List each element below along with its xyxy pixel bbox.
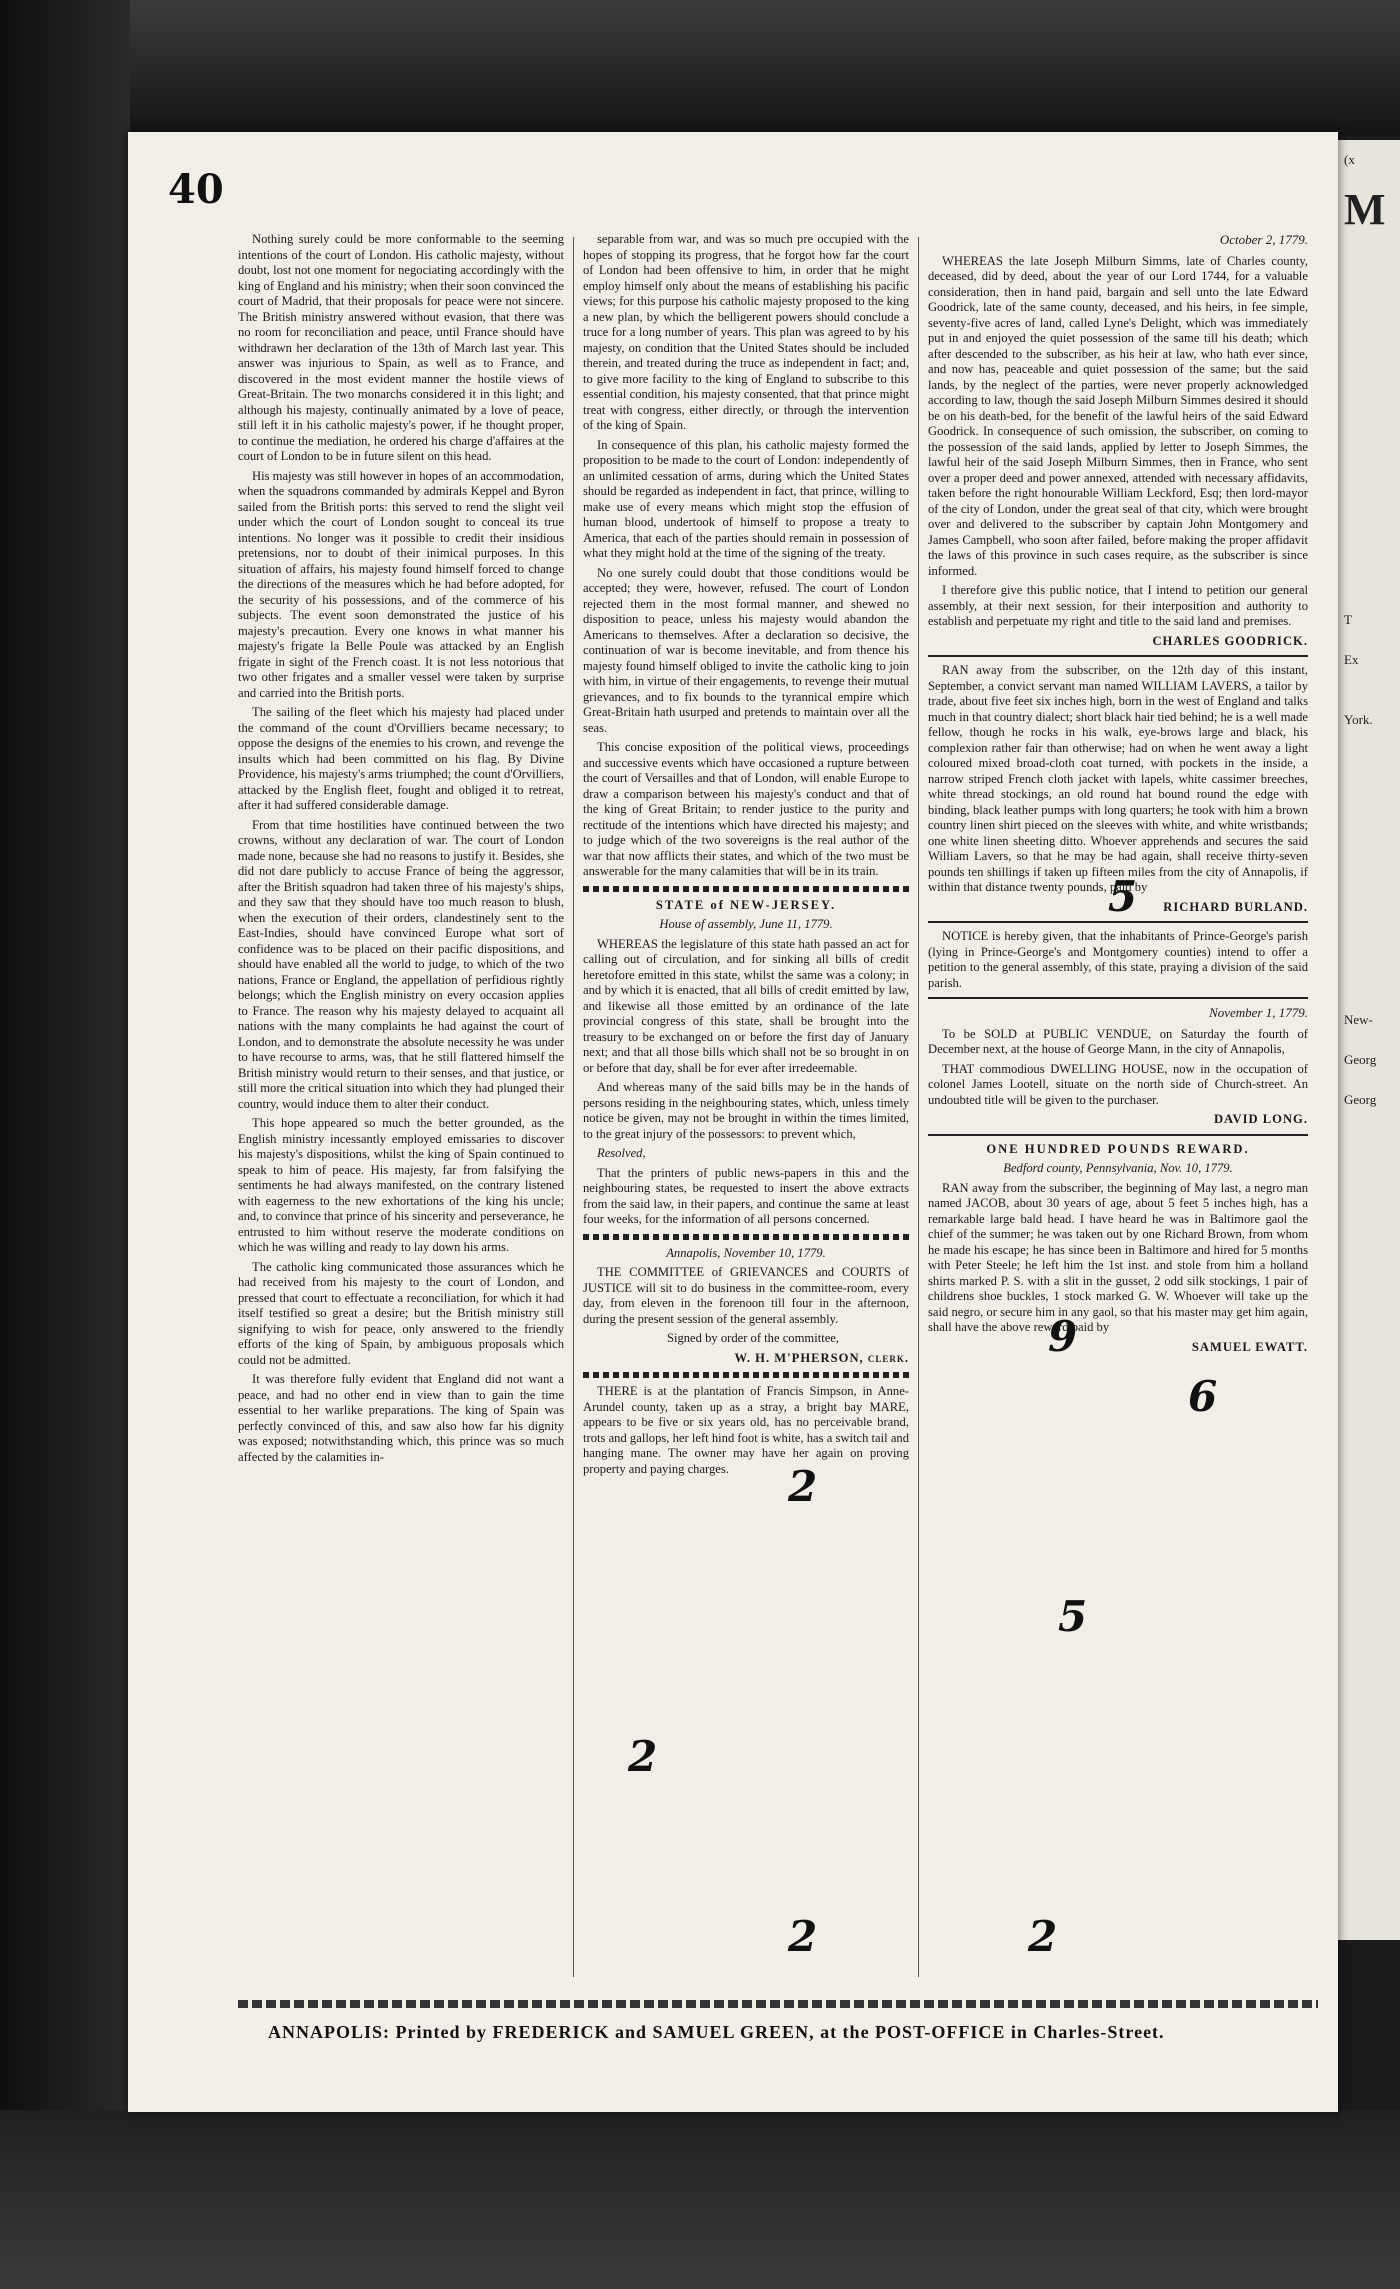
advert-heading: ONE HUNDRED POUNDS REWARD. xyxy=(986,1141,1250,1156)
strip-text: York. xyxy=(1344,712,1373,727)
advert-signature: W. H. M'PHERSON, clerk. xyxy=(734,1350,909,1365)
article-paragraph: separable from war, and was so much pre occupied with the hopes of stopping its progress, that he forgot how far the court of London had been offensive to him, in order that he might employ himself only about the means of establishing his pacific views; for this purpose his catholic majesty proposed to the king a new plan, by which the belligerent powers should conclude a truce for a long number of years. This plan was agreed to by his majesty, on condition that the United States should be included therein, and treated during the truce as independent in fact; and, to give more facility to the king of England to subscribe to this essential condition, his majesty consented, that that prince might treat with congress, either directly, or through the intervention of the king of Spain. xyxy=(583,232,909,432)
advert-dateline: November 1, 1779. xyxy=(1209,1005,1308,1020)
strip-text: Ex xyxy=(1344,652,1359,667)
handwritten-mark: 2 xyxy=(788,1462,818,1511)
strip-text: New- xyxy=(1344,1012,1373,1027)
scan-background-top xyxy=(0,0,1400,135)
notice-paragraph: And whereas many of the said bills may be in the hands of persons residing in the neighbouring states, which, unless timely notice be given, may not be brought in within the times limited, to the great injury of the possessors: to prevent which, xyxy=(583,1080,909,1141)
advert-signature: SAMUEL EWATT. xyxy=(1191,1339,1308,1354)
advert-signed: Signed by order of the committee, xyxy=(666,1331,840,1345)
advert-signature: RICHARD BURLAND. xyxy=(1163,899,1308,914)
adjacent-page-strip xyxy=(1338,140,1400,1940)
scan-background-bottom xyxy=(0,2110,1400,2289)
strip-text: (x xyxy=(1344,152,1355,167)
handwritten-mark: 6 xyxy=(1188,1372,1218,1421)
handwritten-mark: 2 xyxy=(1028,1912,1058,1961)
footer-ornamental-rule xyxy=(238,2000,1318,2008)
advert-divider xyxy=(928,1134,1308,1136)
column-rule xyxy=(918,237,919,1977)
advert-body: WHEREAS the late Joseph Milburn Simms, late of Charles county, deceased, did by deed, about the year of our Lord 1744, for a valuable consideration, then in hand paid, bargain and sell unto the late Edward Goodrick, late of the same county, deceased, and his heirs, in fee simple, seventy-five acres of land, called Lyne's Delight, which was immediately put in and enjoyed the quiet possession of the same till his death; which after descended to the subscriber, as his heir at law, who hath ever since, and now has, peaceable and quiet possession of the same; but the said lands, by the neglect of the parties, were never properly acknowledged according to law, though the said Joseph Milburn Simmes desired it should be on his death-bed, for the benefit of the lawful heirs of the said Edward Goodrick. In consequence of such omission, the subscriber, on coming to the possession of the said lands, applied by letter to Joseph Simmes, the lawful heir of the said Joseph Milburn Simmes, then in France, who sent over a proper deed and power annexed, attended with necessary affidavits, taken before the right honourable William Leckford, Esq; then lord-mayor of the city of London, under the great seal of that city, which were brought over and delivered to the subscriber by captain John Montgomery and James Campbell, who soon after failed, before making the proper affidavit the laws of this province in such cases require, as the subscriber is since informed. xyxy=(928,253,1308,578)
advert-heading: To be SOLD at PUBLIC VENDUE, on Saturday the fourth of December next, at the house of George Mann, in the city of Annapolis, xyxy=(928,1026,1308,1056)
strip-text: Georg xyxy=(1344,1092,1377,1107)
advert-body: I therefore give this public notice, that I intend to petition our general assembly, at their next session, for their interposition and authority to establish and perpetuate my right and title to the said land and premises. xyxy=(928,583,1308,628)
article-paragraph: The catholic king communicated those assurances which he had received from his majesty to the court of London, and pressed that court to effectuate a reconciliation, for which it had itself testified so great a desire; but the British ministry still signifying to wish for peace, only answered to the friendly efforts of the king of Spain, by ambiguous proposals which could not be admitted. xyxy=(238,1259,564,1367)
column-rule xyxy=(573,237,574,1977)
article-paragraph: It was therefore fully evident that England did not want a peace, and had no other end in view than to gain the time essential to her warlike preparations. The king of Spain was perfectly convinced of this, and saw also how far his dignity was exposed; notwithstanding which, this prince was so much affected by the calamities in- xyxy=(238,1372,564,1464)
advert-body: THAT commodious DWELLING HOUSE, now in the occupation of colonel James Lootell, situate on the north side of Church-street. An undoubted title will be given to the purchaser. xyxy=(928,1061,1308,1107)
advert-divider xyxy=(928,997,1308,999)
newspaper-page xyxy=(128,132,1338,2112)
imprint-line: ANNAPOLIS: Printed by FREDERICK and SAMUEL GREEN, at the POST-OFFICE in Charles-Street. xyxy=(268,2022,1165,2042)
advert-dateline: Annapolis, November 10, 1779. xyxy=(666,1245,826,1260)
notice-paragraph: WHEREAS the legislature of this state hath passed an act for calling out of circulation, and for sinking all bills of credit heretofore emitted in this state, whilst the same was a colony; in and by which it is enacted, that all bills of credit emitted by law, and likewise all those emitted by an ordinance of the late provincial congress of this state, shall be brought into the treasury to be exchanged on or before the first day of January next; and that all those bills which shall not be so brought in on or before that day, shall be for ever after irredeemable. xyxy=(583,936,909,1075)
advert-signature: CHARLES GOODRICK. xyxy=(1152,633,1308,648)
handwritten-mark: 2 xyxy=(788,1912,818,1961)
handwritten-mark: 2 xyxy=(628,1732,658,1781)
advert-signature: DAVID LONG. xyxy=(1213,1112,1308,1126)
advert-divider xyxy=(928,655,1308,657)
advert-divider xyxy=(928,921,1308,923)
article-paragraph: In consequence of this plan, his catholic majesty formed the proposition to be made to the court of London: independently of an unlimited cessation of arms, during which the United States should be regarded as independent in fact, that prince, willing to make use of every means which might stop the effusion of human blood, undertook of himself to propose a treaty to America, that each of the parties should remain in possession of what they might hold at the time of the signing of the treaty. xyxy=(583,437,909,560)
advert-body: THERE is at the plantation of Francis Simpson, in Anne-Arundel county, taken up as a stray, a bright bay MARE, appears to be five or six years old, has no perceivable brand, trots and gallops, her left hind foot is white, has a switch tail and hanging mane. The owner may have her again on proving property and paying charges. xyxy=(583,1384,909,1476)
handwritten-mark: 5 xyxy=(1058,1592,1088,1641)
article-paragraph: The sailing of the fleet which his majesty had placed under the command of the count d'Orvilliers became necessary; to oppose the designs of the enemies to his crown, and revenge the insults which had been committed on his flag. By Divine Providence, his majesty's arms triumphed; the count d'Orvilliers, attacked by the English fleet, fought and obliged it to retreat, after it had suffered considerable damage. xyxy=(238,705,564,812)
advert-body: NOTICE is hereby given, that the inhabitants of Prince-George's parish (lying in Prince-George's and Montgomery counties) intend to offer a petition to the general assembly, of this state, praying a division of the said parish. xyxy=(928,929,1308,990)
column-1 xyxy=(238,232,564,1469)
advert-dateline: October 2, 1779. xyxy=(1219,232,1308,247)
scan-background-left xyxy=(0,0,130,2289)
article-paragraph: Nothing surely could be more conformable to the seeming intentions of the court of London. His catholic majesty, without doubt, lost not one moment for negociating accordingly with the king of England and his ministry; when their soon convinced the court of Madrid, that their proposals for peace were not sincere. The British ministry answered without evasion, that there was no room for reconciliation and peace, until France should have withdrawn her declaration of the 13th of March last year. This answer was injurious to Spain, as well as to France, and discovered in the most evident manner the hostile views of Great-Britain. The two monarchs considered it in this light; and although his majesty, continually animated by a love of peace, still left it in his catholic majesty's power, if he thought proper, to continue the mediation, he ordered his charge d'affaires at the court of London to be in future silent on this head. xyxy=(238,232,564,463)
article-paragraph: No one surely could doubt that those conditions would be accepted; they were, however, refused. The court of London rejected them in the most formal manner, and shewed no disposition to peace, unless his majesty would abandon the Americans to themselves. After a declaration so decisive, the continuation of war is become inevitable, and from thence his majesty found himself obliged to invite the catholic king to join with him, in virtue of their engagements, to revenge their mutual grievances, and to fix bounds to the tyrannical empire which Great-Britain hath usurped and pretends to maintain over all the seas. xyxy=(583,565,909,735)
page-number: 40 xyxy=(168,166,224,213)
advert-body: RAN away from the subscriber, on the 12th day of this instant, September, a convict servant man named WILLIAM LAVERS, a tailor by trade, about five feet six inches high, born in the west of England and talks much in that country dialect; short black hair tied behind; he is a well made fellow, though he rocks in his walk, eye-brows large and black, his complexion rather fair than otherwise; had on when he went away a light coloured mixed broad-cloth coat turned, with pockets in the inside, a narrow striped French cloth jacket with lapels, white cassimer breeches, white thread stockings, an old round hat bound round the edge with binding, black leather pumps with long quarters; he took with him a brown country linen shirt pieced on the sleeves with white, and white wristbands; one white linen sheeting ditto. Whoever apprehends and secures the said William Lavers, so that he may be had again, shall receive thirty-seven pounds ten shillings if taken up fifteen miles from the city of Annapolis, if within that distance twenty pounds, paid by xyxy=(928,663,1308,894)
strip-text: M xyxy=(1344,185,1386,234)
article-paragraph: From that time hostilities have continued between the two crowns, without any declaration of war. The court of London made none, because she had no reasons to justify it. Besides, she did not dare publicly to accuse France of being the aggressor, after the British squadron had taken three of his majesty's ships, and they saw that they should have too much reason to blush, when the execution of their orders, clandestinely sent to the East-Indies, should have convinced Europe what sort of confidence was to be placed on their pacific dispositions, and should have enabled all the world to judge, to which of the two nations, France or England, the appellation of perfidious rightly belongs; which the English ministry on every occasion applies to France. The reason why his majesty delayed to acquaint all nations with the many complaints he had against the court of London, and to demonstrate the absolute necessity he was under to have recourse to arms, was, that he still flattered himself the British ministry would return to their senses, and that justice, or still more the critical situation into which they had plunged their country, would induce them to alter their conduct. xyxy=(238,817,564,1111)
advert-dateline: Bedford county, Pennsylvania, Nov. 10, 1779. xyxy=(1003,1161,1233,1175)
advert-body: THE COMMITTEE of GRIEVANCES and COURTS of JUSTICE will sit to do business in the committee-room, every day, from eleven in the forenoon till four in the afternoon, during the present session of the general assembly. xyxy=(583,1265,909,1326)
column-2 xyxy=(583,232,909,1481)
ornamental-rule xyxy=(583,1234,909,1240)
strip-text: Georg xyxy=(1344,1052,1377,1067)
notice-paragraph: That the printers of public news-papers in this and the neighbouring states, be requested to insert the above extracts from the said law, in their papers, and continue the same at least four weeks, for the information of all persons concerned. xyxy=(583,1165,909,1226)
handwritten-mark: 9 xyxy=(1048,1312,1078,1361)
ornamental-rule xyxy=(583,1372,909,1378)
notice-subheading: House of assembly, June 11, 1779. xyxy=(659,917,833,931)
article-paragraph: His majesty was still however in hopes of an accommodation, when the squadrons commanded by admirals Keppel and Byron sailed from the British ports: this served to rend the slight veil under which the court of London sought to conceal its true intentions. No longer was it possible to credit their insidious pretensions, nor to doubt of their inimical purposes. In this situation of affairs, his majesty found himself forced to change the directions of the measures which he had before adopted, for the security of his possessions, and of the commerce of his subjects. The event soon demonstrated the justice of his majesty's precaution. Every one knows in what manner his majesty's frigate la Belle Poule was attacked by an English frigate in sight of the French coast. It is not less notorious that two other frigates and a smaller vessel were taken by surprise and carried into the British ports. xyxy=(238,468,564,700)
notice-resolved: Resolved, xyxy=(597,1146,646,1160)
advert-body: RAN away from the subscriber, the beginning of May last, a negro man named JACOB, about 30 years of age, about 5 feet 5 inches high, has a remarkable large bald head. I have heard he was in Baltimore gaol the chief of the summer; he was taken out by one Richard Brown, from whom he made his escape; he has since been in Baltimore and hired for 5 months with Peter Steele; he left him the 1st inst. and stole from him a holland shirts marked P. S. with a slit in the gusset, 2 odd silk stockings, 1 pair of childrens shoe buckles, 1 stock marked G. W. Whoever will take up the said negro, or secure him in any gaol, so that his master may get him again, shall have the above reward paid by xyxy=(928,1180,1308,1334)
strip-text: T xyxy=(1344,612,1352,627)
article-paragraph: This hope appeared so much the better grounded, as the English ministry incessantly employed emissaries to discover his majesty's dispositions, whilst the king of Spain continued to speak to him of peace. His majesty, far from falsifying the sentiments he had always manifested, on the contrary listened with eagerness to the new exhortations of the king his uncle; and, to convince that prince of his sincerity and perseverance, he entrusted to him without reserve the moderate conditions on which he was willing and ready to lay down his arms. xyxy=(238,1116,564,1254)
column-3 xyxy=(928,232,1308,1361)
notice-heading: STATE of NEW-JERSEY. xyxy=(655,897,837,912)
article-paragraph: This concise exposition of the political views, proceedings and successive events which have occasioned a rupture between the court of Versailles and that of London, will enable Europe to draw a comparison between his majesty's conduct and that of the king of Great Britain; to render justice to the purity and rectitude of the intentions which have directed his majesty; and to judge which of the two sovereigns is the real author of the war that now afflicts their states, and which of the two must be answerable for the many calamities that will be in its train. xyxy=(583,740,909,878)
ornamental-rule xyxy=(583,886,909,892)
handwritten-mark: 5 xyxy=(1108,872,1138,921)
